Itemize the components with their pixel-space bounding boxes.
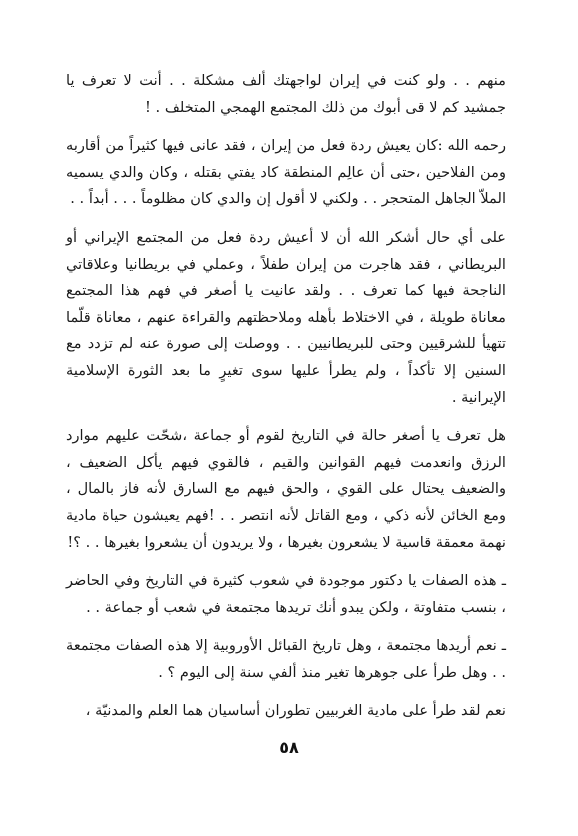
paragraph-3: على أي حال أشكر الله أن لا أعيش ردة فعل من المجتمع الإيراني أو البريطاني ، فقد هاجرت من إيران طفلاً ، وعملي في بريطانيا وعلاقاتي الناجحة فيها كما تعرف . . ولقد عانيت يا أصغر في فهم هذا المجتمع معاناة طويلة ، في الاختلاط بأهله وملاحظتهم والقراءة عنهم ، معاناة قلّما تتهيأ للشرقيين وحتى للبريطانيين . . ووصلت إلى صورة عنه لم تزدد مع السنين إلا تأكداً ، ولم يطرأ عليها سوى تغيرٍ ما بعد الثورة الإسلامية الإيرانية . xyxy=(66,228,506,406)
paragraph-5: ـ هذه الصفات يا دكتور موجودة في شعوب كثيرة في التاريخ وفي الحاضر ، بنسب متفاوتة ، ولكن يبدو أنك تريدها مجتمعة في شعب أو جماعة . . xyxy=(66,572,506,616)
paragraph-1: منهم . . ولو كنت في إيران لواجهتك ألف مشكلة . . أنت لا تعرف يا جمشيد كم لا قى أبوك من ذلك المجتمع الهمجي المتخلف . ! xyxy=(66,72,506,116)
body-text xyxy=(66,68,506,737)
paragraph-4: هل تعرف يا أصغر حالة في التاريخ لقوم أو جماعة ،شحّت عليهم موارد الرزق وانعدمت فيهم القوانين والقيم ، فالقوي فيهم يأكل الضعيف ، والضعيف يحتال على القوي ، والحق فيهم مع السارق لأنه فاز بالمال ، ومع الخائن لأنه ذكي ، ومع القاتل لأنه انتصر . . !فهم يعيشون حياة مادية نهمة معمقة قاسية لا يشعرون بغيرها ، ولا يريدون أن يشعروا بغيرها . . ؟! xyxy=(66,427,506,551)
page-number: ٥٨ xyxy=(279,738,299,757)
paragraph-6: ـ نعم أريدها مجتمعة ، وهل تاريخ القبائل الأوروبية إلا هذه الصفات مجتمعة . . وهل طرأ على جوهرها تغير منذ ألفي سنة إلى اليوم ؟ . xyxy=(66,637,506,681)
paragraph-7: نعم لقد طرأ على مادية الغربيين تطوران أساسيان هما العلم والمدنيّة ، xyxy=(85,702,506,720)
paragraph-2: رحمه الله :كان يعيش ردة فعل من إيران ، فقد عانى فيها كثيراً من أقاربه ومن الفلاحين ،حتى أن عالِم المنطقة كاد يفتي بقتله ، وكان والدي يسميه الملاّ الجاهل المتحجر . . ولكني لا أقول إن والدي كان مظلوماً . . . أبداً . . xyxy=(66,137,506,208)
